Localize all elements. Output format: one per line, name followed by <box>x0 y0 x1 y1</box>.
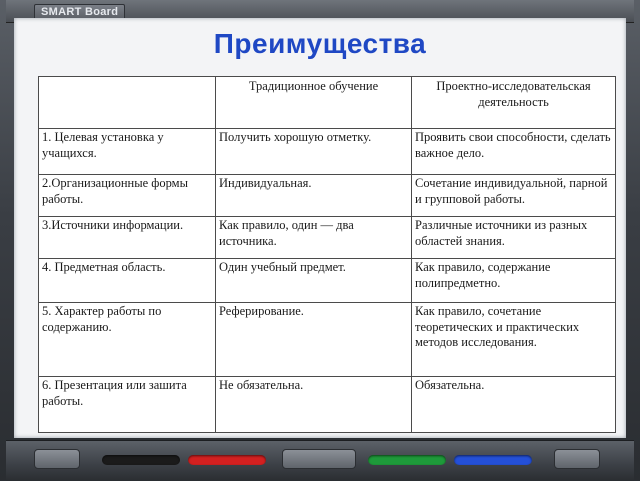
table-row <box>39 217 616 259</box>
tray-button-left[interactable] <box>34 449 80 469</box>
row-traditional: Как правило, один — два источника. <box>216 217 412 259</box>
tray-button-right[interactable] <box>554 449 600 469</box>
table-header-row <box>39 77 616 129</box>
row-criterion: 1. Целевая установка у учащихся. <box>39 129 216 175</box>
eraser-button[interactable] <box>282 449 356 469</box>
black-pen[interactable] <box>102 455 180 465</box>
row-project: Обязательна. <box>412 377 616 433</box>
page-title: Преимущества <box>213 28 427 59</box>
header-cell-empty <box>39 77 216 129</box>
header-cell-project: Проектно-исследовательская деятельность <box>412 77 616 129</box>
row-criterion: 2.Организационные формы работы. <box>39 175 216 217</box>
pen-tray <box>6 440 634 481</box>
comparison-table <box>38 76 616 433</box>
row-traditional: Один учебный предмет. <box>216 259 412 303</box>
table-row <box>39 259 616 303</box>
green-pen[interactable] <box>368 455 446 465</box>
row-criterion: 5. Характер работы по содержанию. <box>39 303 216 377</box>
row-traditional: Реферирование. <box>216 303 412 377</box>
blue-pen[interactable] <box>454 455 532 465</box>
table-row <box>39 303 616 377</box>
row-project: Проявить свои способности, сделать важное дело. <box>412 129 616 175</box>
red-pen[interactable] <box>188 455 266 465</box>
header-cell-traditional: Традиционное обучение <box>216 77 412 129</box>
row-traditional: Получить хорошую отметку. <box>216 129 412 175</box>
row-criterion: 4. Предметная область. <box>39 259 216 303</box>
row-criterion: 3.Источники информации. <box>39 217 216 259</box>
table-row <box>39 175 616 217</box>
row-traditional: Индивидуальная. <box>216 175 412 217</box>
row-project: Различные источники из разных областей знания. <box>412 217 616 259</box>
whiteboard-surface[interactable] <box>14 18 626 438</box>
table-row <box>39 129 616 175</box>
smart-board-logo: SMART Board <box>34 4 125 20</box>
row-traditional: Не обязательна. <box>216 377 412 433</box>
table-row <box>39 377 616 433</box>
row-project: Как правило, сочетание теоретических и практических методов исследования. <box>412 303 616 377</box>
row-project: Как правило, содержание полипредметно. <box>412 259 616 303</box>
row-project: Сочетание индивидуальной, парной и групповой работы. <box>412 175 616 217</box>
row-criterion: 6. Презентация или зашита работы. <box>39 377 216 433</box>
